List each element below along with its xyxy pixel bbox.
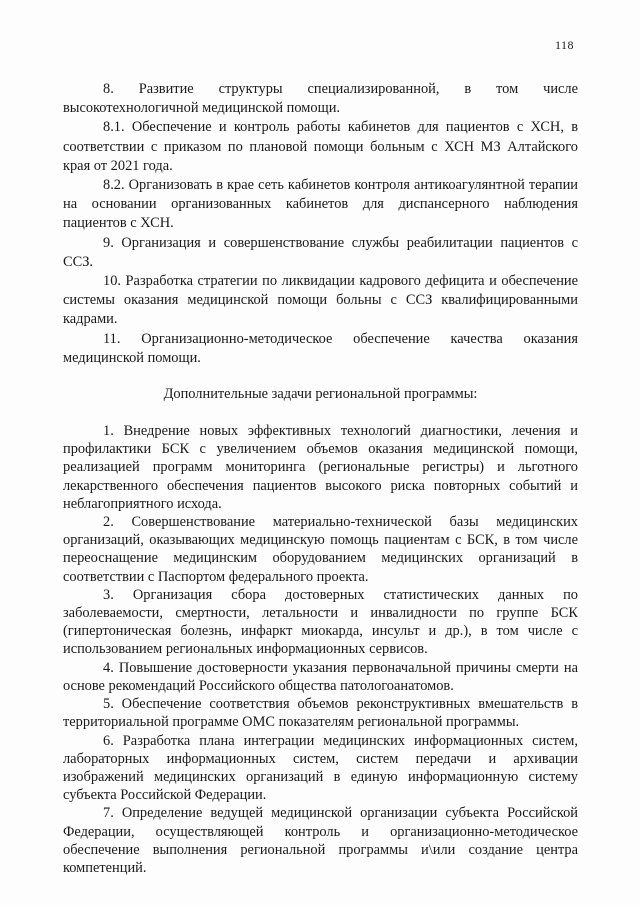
additional-task-2: 2. Совершенствование материально-технической базы медицинских организаций, оказывающих медицинскую помощь пациентам с БСК, в том числе переоснащение медицинским оборудованием медицинских организаций в соответствии с Паспортом федерального проекта. <box>63 514 578 585</box>
section-heading: Дополнительные задачи региональной программы: <box>163 386 478 403</box>
additional-task-4: 4. Повышение достоверности указания первоначальной причины смерти на основе рекомендаций Российского общества патологоанатомов. <box>63 659 578 694</box>
document-body <box>63 80 578 877</box>
paragraph-10: 10. Разработка стратегии по ликвидации кадрового дефицита и обеспечение системы оказания медицинской помощи больны с ССЗ квалифицированными кадрами. <box>63 273 578 328</box>
paragraph-8-2: 8.2. Организовать в крае сеть кабинетов контроля антикоагулянтной терапии на основании организованных кабинетов для диспансерного наблюдения пациентов с ХСН. <box>63 177 578 232</box>
paragraph-8: 8. Развитие структуры специализированной, в том числе высокотехнологичной медицинской помощи. <box>63 81 578 117</box>
additional-task-5: 5. Обеспечение соответствия объемов реконструктивных вмешательств в территориальной программе ОМС показателям региональной программы. <box>63 696 578 731</box>
paragraph-11: 11. Организационно-методическое обеспечение качества оказания медицинской помощи. <box>63 330 578 366</box>
additional-task-7: 7. Определение ведущей медицинской организации субъекта Российской Федерации, осуществляющей контроль и организационно-методическое обеспечение выполнения региональной программы и\или создание центра компетенций. <box>63 805 578 876</box>
paragraph-9: 9. Организация и совершенствование службы реабилитации пациентов с ССЗ. <box>63 234 578 270</box>
additional-task-6: 6. Разработка плана интеграции медицинских информационных систем, лабораторных информационных систем, систем передачи и архивации изображений медицинских организаций в единую информационную систему субъекта Российской Федерации. <box>63 732 578 804</box>
additional-task-1: 1. Внедрение новых эффективных технологий диагностики, лечения и профилактики БСК с увеличением объемов оказания медицинской помощи, реализацией программ мониторинга (региональные регистры) и льготного лекарственного обеспечения пациентов высокого риска повторных событий и неблагоприятного исхода. <box>63 423 578 512</box>
paragraph-8-1: 8.1. Обеспечение и контроль работы кабинетов для пациентов с ХСН, в соответствии с приказом по плановой помощи больным с ХСН МЗ Алтайского края от 2021 года. <box>63 119 578 174</box>
page-number: 118 <box>554 38 574 52</box>
additional-task-3: 3. Организация сбора достоверных статистических данных по заболеваемости, смертности, летальности и инвалидности по группе БСК (гипертоническая болезнь, инфаркт миокарда, инсульт и др.), в том числе с использованием региональных информационных сервисов. <box>63 586 578 658</box>
